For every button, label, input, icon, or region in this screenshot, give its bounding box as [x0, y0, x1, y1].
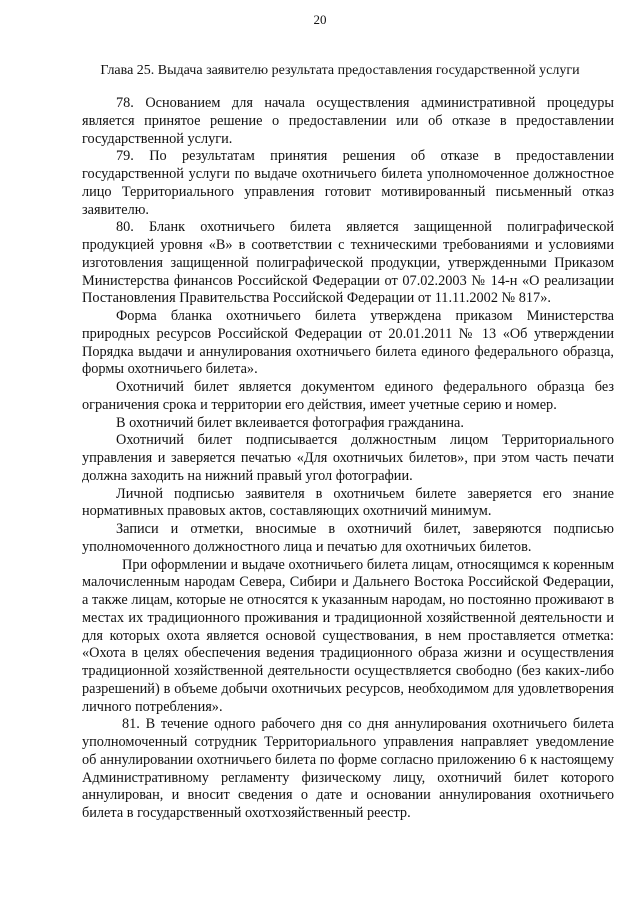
paragraph-ticket-document: Охотничий билет является документом единого федерального образца без ограничения срока и территории его действия, имеет учетные серию и номер.	[82, 379, 614, 413]
page-number: 20	[313, 12, 327, 27]
paragraph-79: 79. По результатам принятия решения об отказе в предоставлении государственной услуги по выдаче охотничьего билета уполномоченное должностное лицо Территориального управления готовит мотивированный письменный отказ заявителю.	[82, 148, 614, 218]
chapter-title: Глава 25. Выдача заявителю результата предоставления государственной услуги	[100, 63, 580, 78]
body-text	[82, 95, 614, 823]
paragraph-80: 80. Бланк охотничьего билета является защищенной полиграфической продукцией уровня «В» в соответствии с техническими требованиями и условиями изготовления защищенной полиграфической продукции, утвержденными Приказом Министерства финансов Российской Федерации от 07.02.2003 № 14-н «О реализации Постановления Правительства Российской Федерации от 11.11.2002 № 817».	[82, 219, 614, 307]
paragraph-photo: В охотничий билет вклеивается фотография гражданина.	[116, 414, 464, 431]
paragraph-78: 78. Основанием для начала осуществления административной процедуры является принятое решение о предоставлении или об отказе в предоставлении государственной услуги.	[82, 95, 614, 147]
paragraph-ticket-form: Форма бланка охотничьего билета утверждена приказом Министерства природных ресурсов Российской Федерации от 20.01.2011 № 13 «Об утверждении Порядка выдачи и аннулирования охотничьего билета единого федерального образца, формы охотничьего билета».	[82, 308, 614, 378]
paragraph-81: 81. В течение одного рабочего дня со дня аннулирования охотничьего билета уполномоченный сотрудник Территориального управления направляет уведомление об аннулировании охотничьего билета по форме согласно приложению 6 к настоящему Административному регламенту физическому лицу, охотничий билет которого аннулирован, и вносит сведения о дате и основании аннулирования охотничьего билета в государственный охотхозяйственный реестр.	[82, 716, 614, 821]
paragraph-records: Записи и отметки, вносимые в охотничий билет, заверяются подписью уполномоченного должностного лица и печатью для охотничьих билетов.	[82, 521, 614, 555]
paragraph-indigenous-peoples: При оформлении и выдаче охотничьего билета лицам, относящимся к коренным малочисленным народам Севера, Сибири и Дальнего Востока Российской Федерации, а также лицам, которые не относятся к указанным народам, но постоянно проживают в местах их традиционного проживания и традиционной хозяйственной деятельности и для которых охота является основой существования, в нем проставляется отметка: «Охота в целях обеспечения ведения традиционного образа жизни и осуществления традиционной хозяйственной деятельности осуществляется свободно (без каких-либо разрешений) в объеме добычи охотничьих ресурсов, необходимом для удовлетворения личного потребления».	[82, 556, 614, 715]
paragraph-signature-stamp: Охотничий билет подписывается должностным лицом Территориального управления и заверяется печатью «Для охотничьих билетов», при этом часть печати должна заходить на нижний правый угол фотографии.	[82, 432, 614, 484]
paragraph-applicant-signature: Личной подписью заявителя в охотничьем билете заверяется его знание нормативных правовых актов, составляющих охотничий минимум.	[82, 485, 614, 520]
